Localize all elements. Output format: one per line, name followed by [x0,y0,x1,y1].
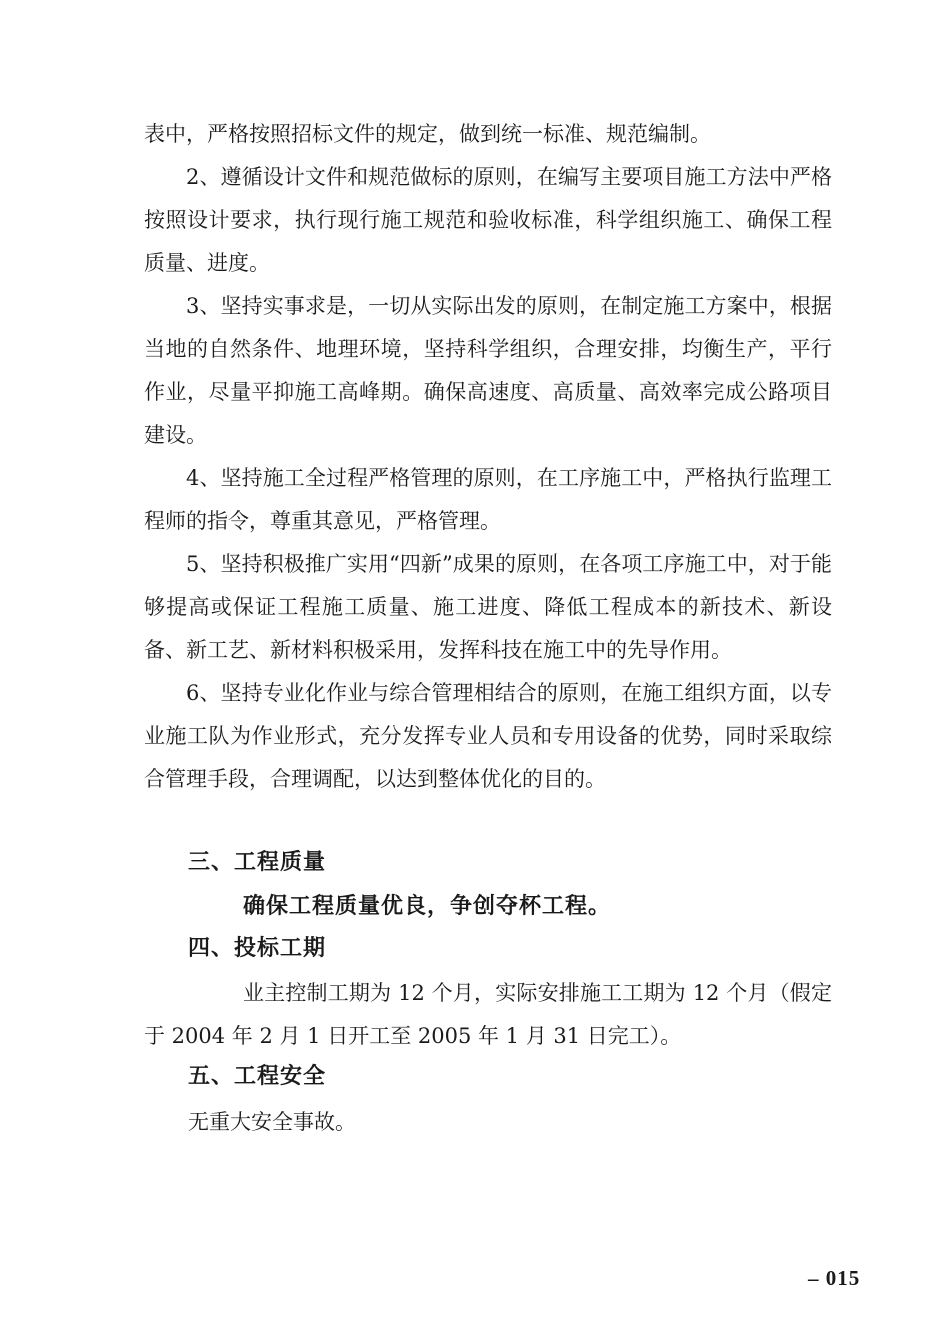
quality-statement: 确保工程质量优良，争创夺杯工程。 [243,894,612,919]
paragraph-principle-5: 5、坚持积极推广实用“四新”成果的原则，在各项工序施工中，对于能够提高或保证工程施工质量、施工进度、降低工程成本的新技术、新设备、新工艺、新材料积极采用，发挥科技在施工中的先导作用。 [144,552,832,662]
section-heading-quality: 三、工程质量 [188,850,327,875]
paragraph-principle-2: 2、遵循设计文件和规范做标的原则，在编写主要项目施工方法中严格按照设计要求，执行现行施工规范和验收标准，科学组织施工、确保工程质量、进度。 [144,165,832,275]
paragraph-principle-4: 4、坚持施工全过程严格管理的原则，在工序施工中，严格执行监理工程师的指令，尊重其意见，严格管理。 [144,466,832,533]
section-heading-safety: 五、工程安全 [188,1064,327,1089]
paragraph-principle-6: 6、坚持专业化作业与综合管理相结合的原则，在施工组织方面，以专业施工队为作业形式，充分发挥专业人员和专用设备的优势，同时采取综合管理手段，合理调配，以达到整体优化的目的。 [144,681,832,791]
page-number: – 015 [808,1266,861,1290]
section-heading-schedule: 四、投标工期 [188,936,327,961]
safety-paragraph: 无重大安全事故。 [188,1110,356,1134]
paragraph-principle-3: 3、坚持实事求是，一切从实际出发的原则，在制定施工方案中，根据当地的自然条件、地理环境，坚持科学组织，合理安排，均衡生产，平行作业，尽量平抑施工高峰期。确保高速度、高质量、高效率完成公路项目建设。 [144,294,832,447]
schedule-paragraph: 业主控制工期为 12 个月，实际安排施工工期为 12 个月（假定于 2004 年 2 月 1 日开工至 2005 年 1 月 31 日完工）。 [144,981,832,1048]
paragraph-intro-continuation: 表中，严格按照招标文件的规定，做到统一标准、规范编制。 [144,122,711,146]
